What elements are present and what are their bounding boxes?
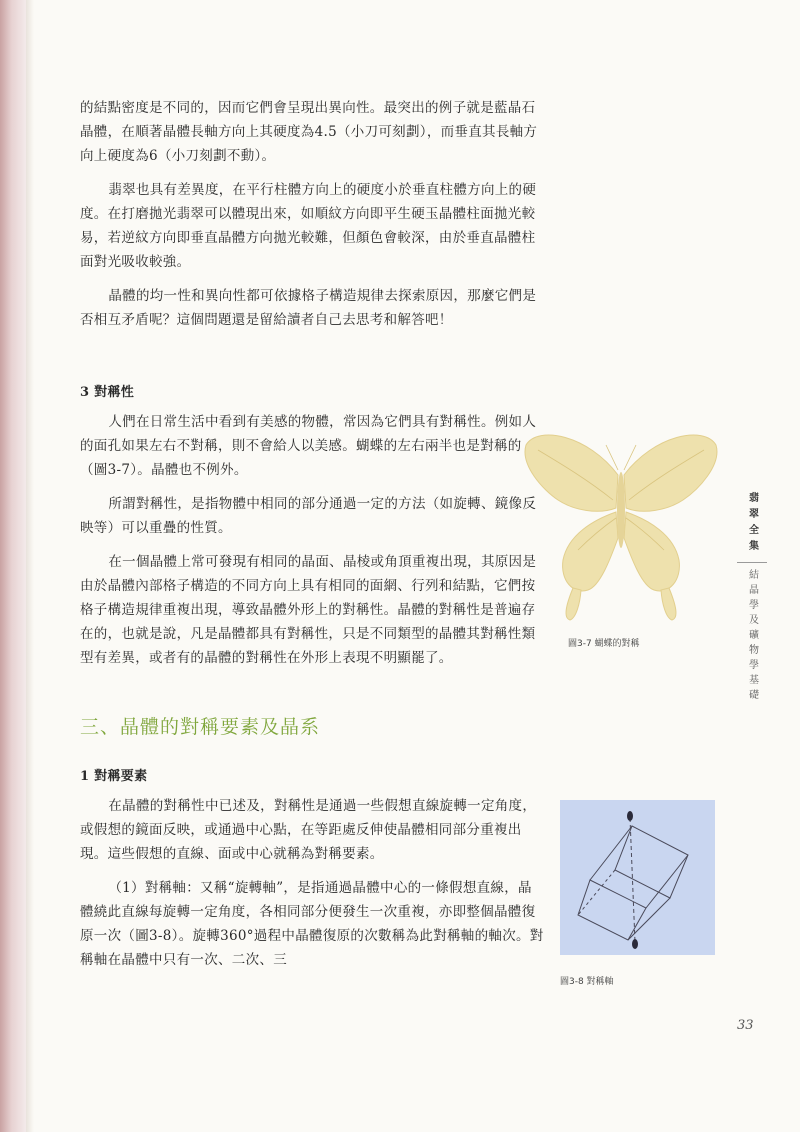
section-heading: 1 對稱要素 [80,769,148,784]
intro-paragraph-2: 翡翠也具有差異度，在平行柱體方向上的硬度小於垂直柱體方向上的硬度。在打磨拋光翡翠可以體現出來，如順紋方向即平生硬玉晶體柱面拋光較易，若逆紋方向即垂直晶體方向拋光較難，但顏色會較深，由於垂直晶體柱面對光吸收較強。 [80,182,537,270]
elements-paragraph-1: 在晶體的對稱性中已述及，對稱性是通過一些假想直線旋轉一定角度，或假想的鏡面反映，或通過中心點，在等距處反伸使晶體相同部分重複出現。這些假想的直線、面或中心就稱為對稱要素。 [80,798,537,862]
section-symmetry [80,382,545,680]
intro-paragraph-1: 的結點密度是不同的，因而它們會呈現出異向性。最突出的例子就是藍晶石晶體，在順著晶體長軸方向上其硬度為4.5（小刀可刻劃），而垂直其長軸方向上硬度為6（小刀刻劃不動）。 [80,100,538,164]
intro-paragraph-3: 晶體的均一性和異向性都可依據格子構造規律去探索原因，那麼它們是否相互矛盾呢？這個問題還是留給讀者自己去思考和解答吧！ [80,288,537,328]
symmetry-paragraph-3: 在一個晶體上常可發現有相同的晶面、晶棱或角頂重複出現，其原因是由於晶體內部格子構造的不同方向上具有相同的面網、行列和結點，它們按格子構造規律重複出現，導致晶體外形上的對稱性。晶體的對稱性是普遍存在的，也就是說，凡是晶體都具有對稱性，只是不同類型的晶體其對稱性類型有差異，或者有的晶體的對稱性在外形上表現不明顯罷了。 [80,554,537,666]
page-gutter [26,0,34,1132]
figure-3-7-caption: 圖3-7 蝴蝶的對稱 [568,639,640,649]
book-title: 結晶學及礦物學基礎 [746,569,758,704]
crystal-axis-diagram [560,800,715,955]
butterfly-illustration [518,420,723,625]
figure-3-8-caption: 圖3-8 對稱軸 [560,977,614,987]
running-sidebar [734,492,770,704]
sidebar-divider [737,562,767,563]
section-heading: 3 對稱性 [80,385,135,400]
symmetry-paragraph-2: 所謂對稱性，是指物體中相同的部分通過一定的方法（如旋轉、鏡像反映等）可以重疊的性質。 [80,496,537,536]
intro-text [80,96,545,342]
symmetry-paragraph-1: 人們在日常生活中看到有美感的物體，常因為它們具有對稱性。例如人的面孔如果左右不對稱，則不會給人以美感。蝴蝶的左右兩半也是對稱的（圖3-7）。晶體也不例外。 [80,414,537,478]
page-number: 33 [737,1018,754,1033]
series-title: 翡翠全集 [746,492,758,556]
book-spine [0,0,26,1132]
chapter-title: 三、晶體的對稱要素及晶系 [80,716,321,738]
figure-3-8 [560,800,715,955]
elements-paragraph-2: （1）對稱軸：又稱“旋轉軸”，是指通過晶體中心的一條假想直線，晶體繞此直線每旋轉一定角度，各相同部分便發生一次重複，亦即整個晶體復原一次（圖3-8）。旋轉360°過程中晶體復原的次數稱為此對稱軸的軸次。對稱軸在晶體中只有一次、二次、三 [80,880,544,968]
section-symmetry-elements [80,766,545,982]
